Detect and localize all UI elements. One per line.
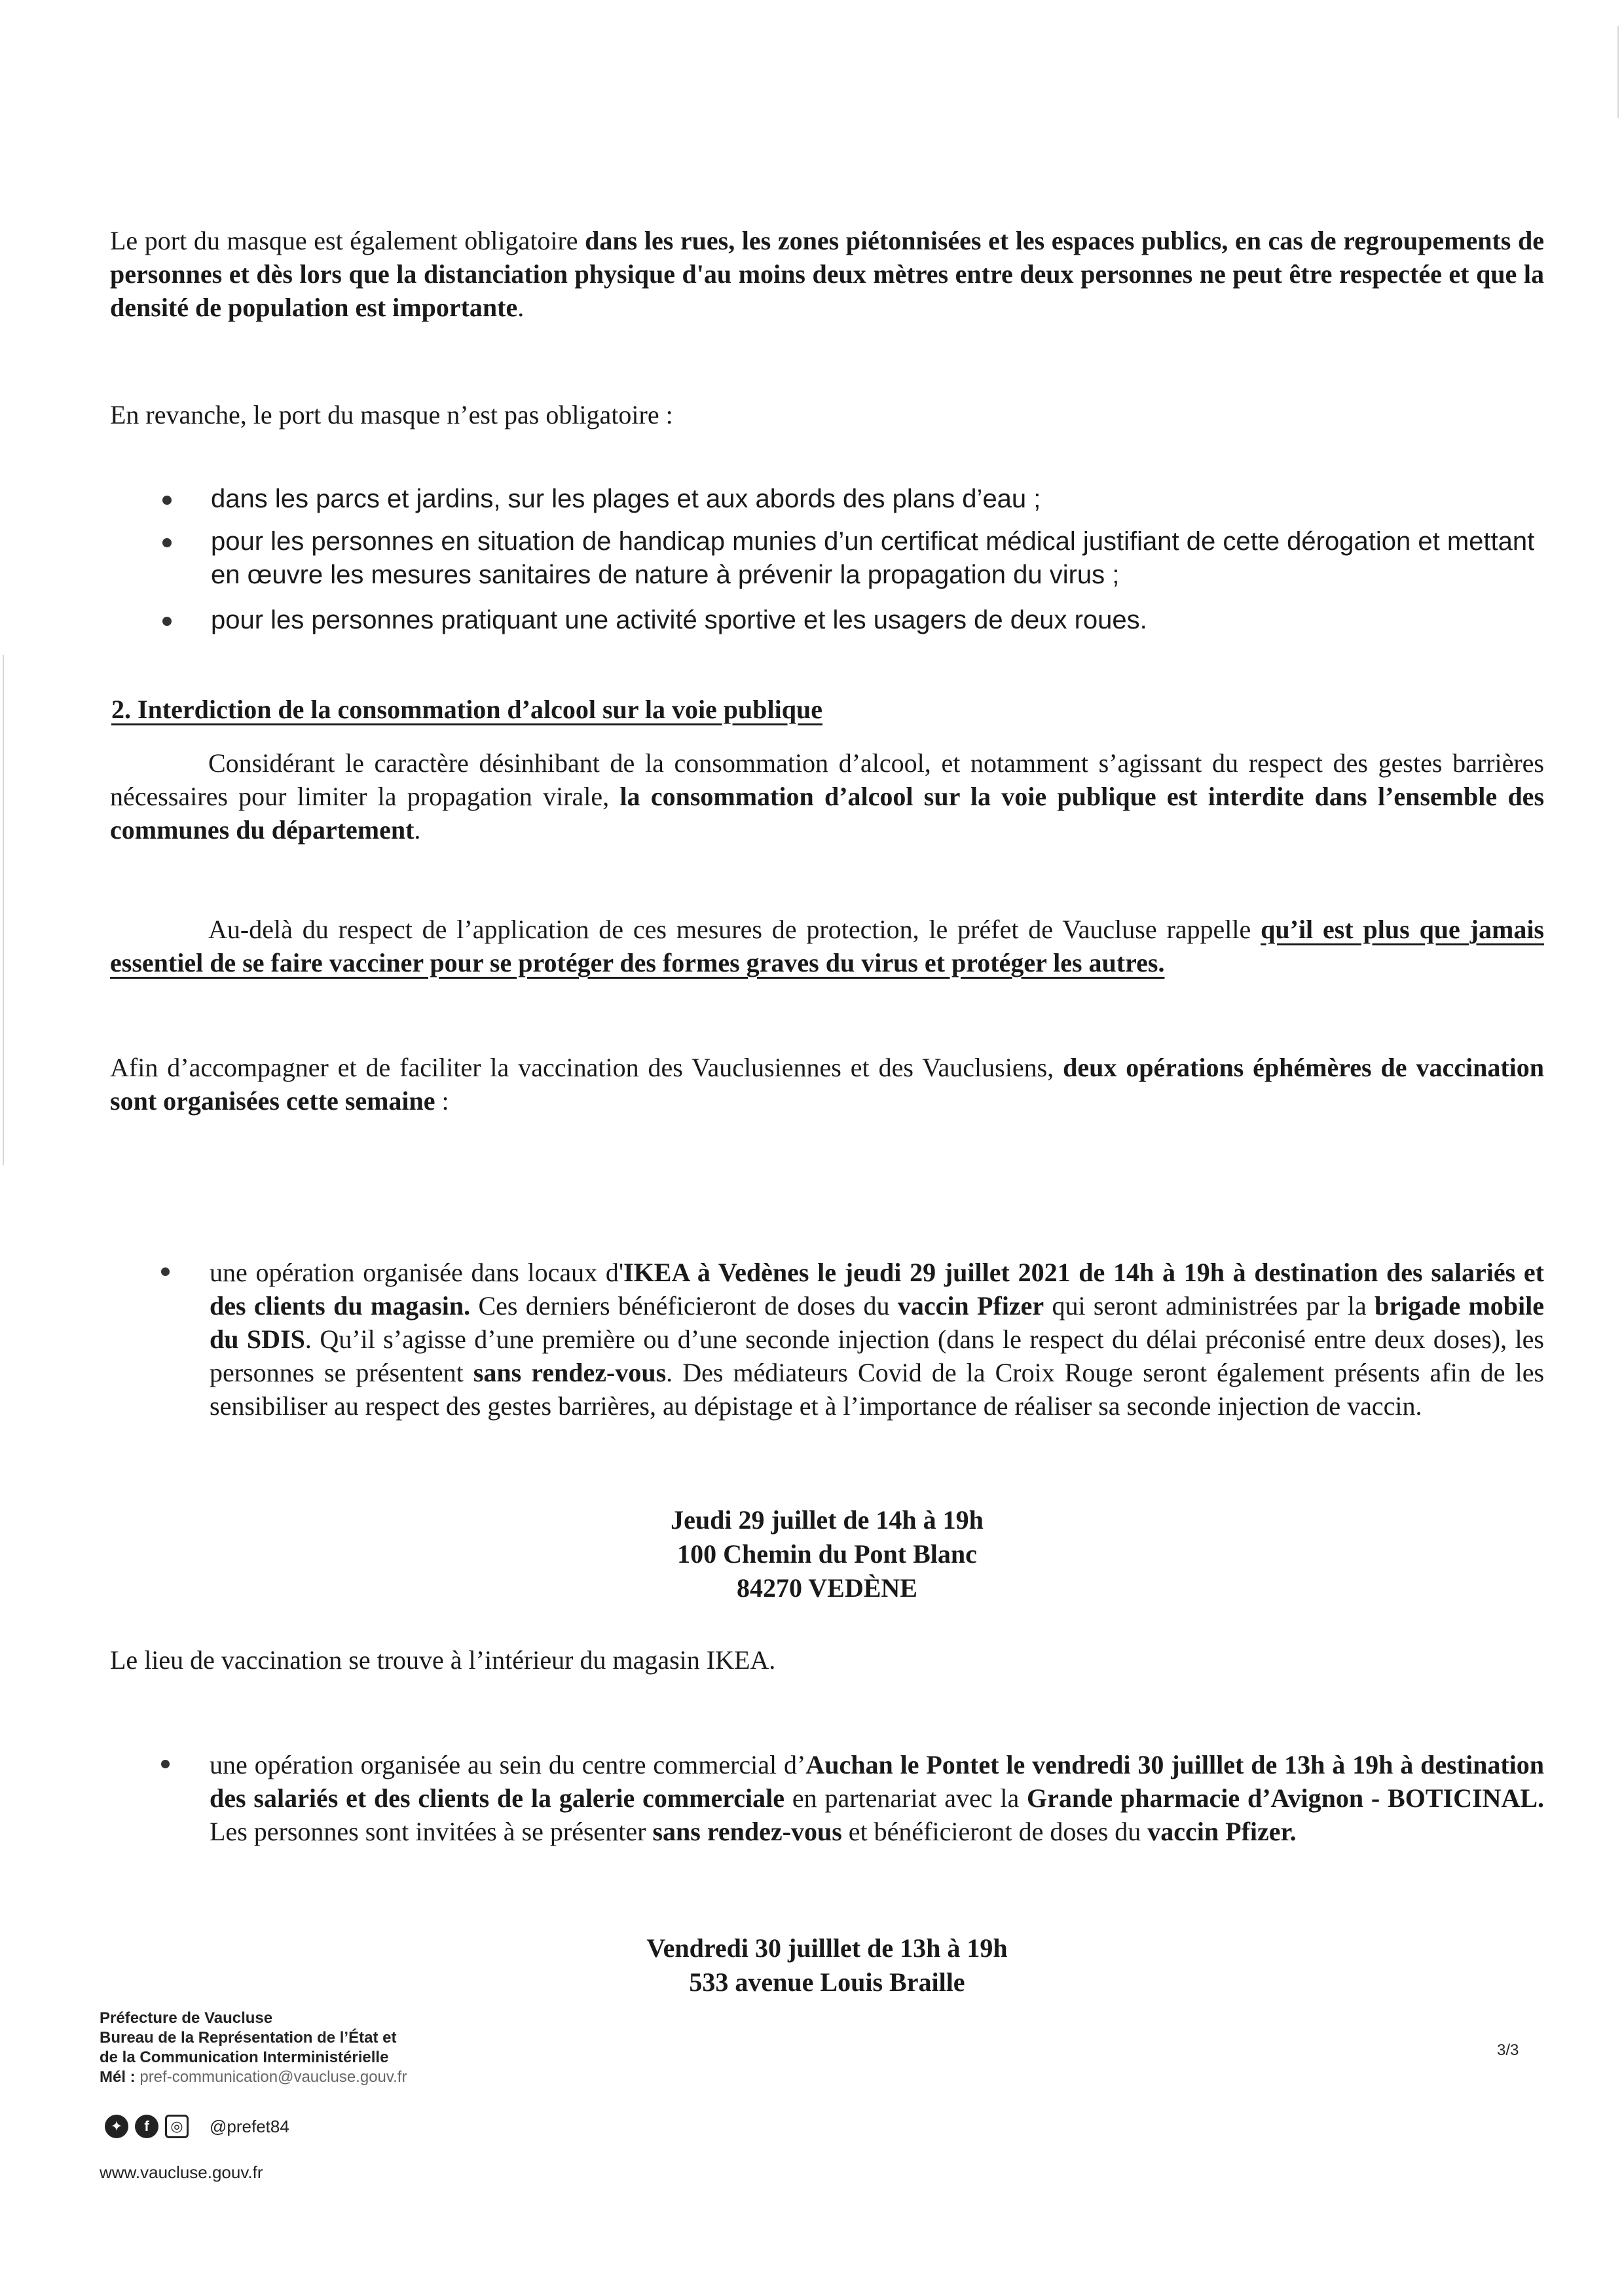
bold-text: Auchan le Pontet le vendredi 30 juilllet de 13h à 19h à destination des salariés et des clients de la galerie commerciale xyxy=(210,1750,1545,1813)
footer-org: Préfecture de Vaucluse xyxy=(100,2009,273,2027)
text: et bénéficieront de doses du xyxy=(841,1817,1148,1846)
operation-ikea xyxy=(149,1256,1544,1423)
text: : xyxy=(435,1086,449,1116)
text: Considérant le caractère désinhibant de la consommation d’alcool, et notamment s’agissant du respect des gestes barrières nécessaires pour limiter la propagation virale, xyxy=(110,748,1544,811)
bold-text: sans rendez-vous xyxy=(652,1817,842,1846)
twitter-icon[interactable]: ✦ xyxy=(105,2115,128,2138)
bullet-icon xyxy=(162,496,172,505)
text: . Qu’il s’agisse d’une première ou d’une seconde injection (dans le respect du délai préconisé entre deux doses), les personnes se présentent xyxy=(210,1324,1544,1387)
list-item-text: pour les personnes en situation de handicap munies d’un certificat médical justifiant de cette dérogation et mettant en œuvre les mesures sanitaires de nature à prévenir la propagation du virus ; xyxy=(211,527,1535,589)
list-item xyxy=(151,483,1559,516)
event-date: Vendredi 30 juilllet de 13h à 19h xyxy=(646,1933,1008,1963)
text: Au-delà du respect de l’application de ces mesures de protection, le préfet de Vaucluse rappelle xyxy=(208,915,1261,944)
text: une opération organisée dans locaux d' xyxy=(210,1258,624,1287)
event-address: 100 Chemin du Pont Blanc xyxy=(677,1539,977,1569)
text: Les personnes sont invitées à se présenter xyxy=(210,1817,653,1846)
footer-contact xyxy=(100,2009,407,2087)
bold-text: la consommation d’alcool sur la voie publique est interdite dans l’ensemble des communes du département xyxy=(110,782,1545,845)
list-item-text: dans les parcs et jardins, sur les plages et aux abords des plans d’eau ; xyxy=(211,484,1041,513)
underlined-text: qu’il est plus que jamais essentiel de se faire vacciner pour se protéger des formes graves du virus et protéger les autres. xyxy=(110,915,1544,977)
social-handle[interactable]: @prefet84 xyxy=(210,2116,289,2136)
bold-text: Grande pharmacie d’Avignon - BOTICINAL. xyxy=(1027,1783,1544,1813)
mask-paragraph xyxy=(110,224,1544,324)
section-heading xyxy=(111,694,822,725)
bullet-icon xyxy=(162,538,172,547)
text: . Des médiateurs Covid de la Croix Rouge seront également présents afin de les sensibiliser au respect des gestes barrières, au dépistage et à l’importance de réaliser sa seconde injection de vaccin. xyxy=(210,1358,1545,1421)
list-item xyxy=(151,525,1559,592)
instagram-icon[interactable]: ◎ xyxy=(165,2115,189,2138)
operation-auchan-details xyxy=(110,1931,1544,1999)
text: Le port du masque est également obligatoire xyxy=(110,226,585,255)
list-item xyxy=(151,604,1559,637)
bold-text: sans rendez-vous xyxy=(473,1358,667,1387)
bold-text: vaccin Pfizer xyxy=(897,1291,1044,1321)
exceptions-intro: En revanche, le port du masque n’est pas obligatoire : xyxy=(110,400,673,429)
social-links xyxy=(105,2115,289,2138)
footer-bureau: de la Communication Interministérielle xyxy=(100,2049,389,2066)
bullet-icon xyxy=(162,617,172,626)
bold-text: dans les rues, les zones piétonnisées et les espaces publics, en cas de regroupements de personnes et dès lors que la distanciation physique d'au moins deux mètres entre deux personnes ne peut être respectée et que la densité de population est importante xyxy=(110,226,1544,322)
scan-edge-line xyxy=(1617,26,1619,118)
website-link[interactable]: www.vaucluse.gouv.fr xyxy=(100,2162,263,2182)
bold-text: deux opérations éphémères de vaccination sont organisées cette semaine xyxy=(110,1053,1545,1116)
email-label: Mél : xyxy=(100,2068,136,2086)
footer-email xyxy=(100,2068,407,2087)
vaccination-intro xyxy=(110,1051,1544,1118)
operation-ikea-text xyxy=(210,1256,1544,1423)
operation-auchan xyxy=(149,1748,1544,1848)
facebook-icon[interactable]: f xyxy=(135,2115,158,2138)
page-number: 3/3 xyxy=(1497,2041,1519,2059)
email-address[interactable]: pref-communication@vaucluse.gouv.fr xyxy=(139,2068,407,2086)
operation-ikea-details xyxy=(110,1503,1544,1605)
scan-edge-line xyxy=(3,655,4,1165)
event-date: Jeudi 29 juillet de 14h à 19h xyxy=(671,1505,984,1535)
text: Afin d’accompagner et de faciliter la vaccination des Vauclusiennes et des Vauclusiens, xyxy=(110,1053,1063,1082)
bold-text: brigade mobile du SDIS xyxy=(210,1291,1545,1354)
section-heading-text: 2. Interdiction de la consommation d’alcool sur la voie publique xyxy=(111,695,823,724)
bullet-icon xyxy=(161,1267,170,1276)
location-note: Le lieu de vaccination se trouve à l’intérieur du magasin IKEA. xyxy=(110,1645,776,1675)
event-city: 84270 VEDÈNE xyxy=(737,1573,917,1603)
bold-text: IKEA à Vedènes le jeudi 29 juillet 2021 de 14h à 19h à destination des salariés et des clients du magasin. xyxy=(210,1258,1545,1321)
footer-bureau: Bureau de la Représentation de l’État et xyxy=(100,2029,397,2047)
event-address: 533 avenue Louis Braille xyxy=(689,1967,965,1997)
text: une opération organisée au sein du centre commercial d’ xyxy=(210,1750,806,1779)
operation-auchan-text xyxy=(210,1748,1544,1848)
alcohol-paragraph xyxy=(110,746,1544,847)
text: . xyxy=(414,815,421,845)
text: Ces derniers bénéficieront de doses du xyxy=(470,1291,898,1321)
bold-text: vaccin Pfizer. xyxy=(1147,1817,1297,1846)
list-item-text: pour les personnes pratiquant une activité sportive et les usagers de deux roues. xyxy=(211,606,1147,634)
text: . xyxy=(517,293,525,322)
vaccination-reminder xyxy=(110,913,1544,979)
exceptions-list xyxy=(151,483,1559,646)
bullet-icon xyxy=(161,1760,170,1768)
text: qui seront administrées par la xyxy=(1044,1291,1375,1321)
text: en partenariat avec la xyxy=(784,1783,1027,1813)
